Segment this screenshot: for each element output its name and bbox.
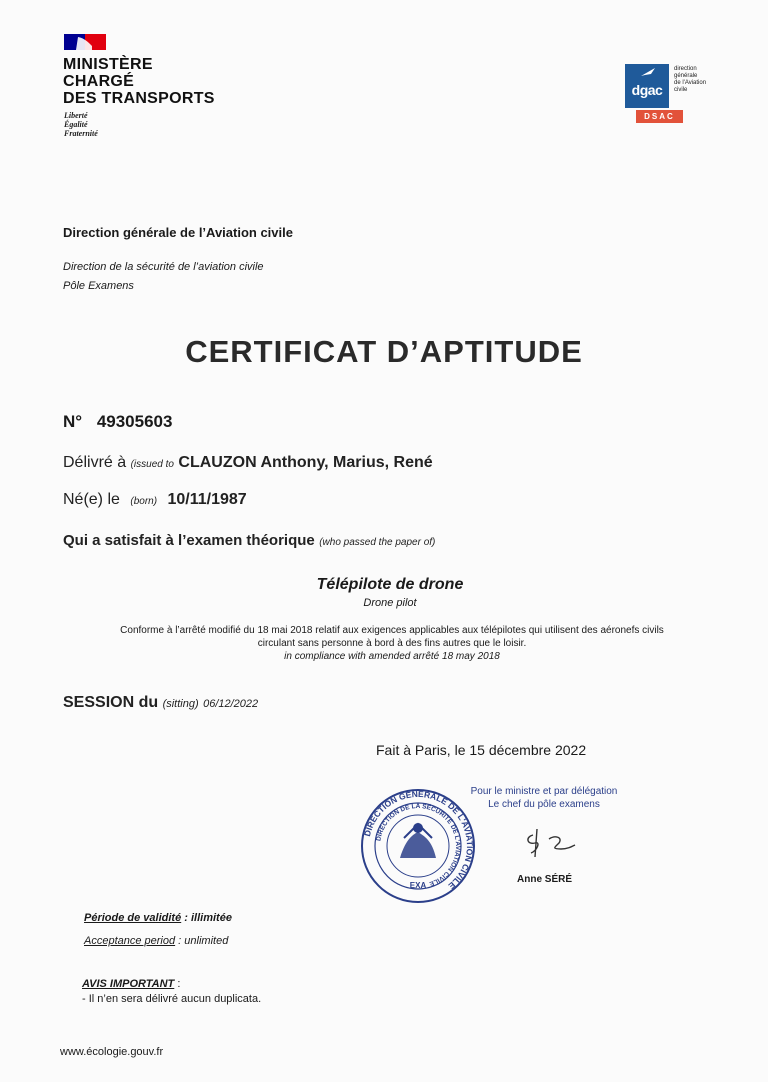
session-label: SESSION du xyxy=(63,694,159,711)
place-and-date: Fait à Paris, le 15 décembre 2022 xyxy=(376,742,587,758)
delegation-text xyxy=(458,785,630,811)
ministry-line: MINISTÈRE xyxy=(63,56,153,73)
plane-icon xyxy=(639,66,657,80)
ministry-line: DES TRANSPORTS xyxy=(63,90,215,107)
passed-label-en: (who passed the paper of) xyxy=(319,537,436,548)
important-notice: AVIS IMPORTANT : - Il n’en sera délivré aucun duplicata. xyxy=(82,978,262,1005)
validity-value: illimitée xyxy=(190,912,232,924)
marianne-flag-logo xyxy=(64,34,106,50)
direction-subtitle xyxy=(63,258,264,296)
footer-website: www.écologie.gouv.fr xyxy=(60,1046,164,1058)
exam-title-en: Drone pilot xyxy=(363,597,417,609)
delivered-to xyxy=(63,454,433,472)
passed-label: Qui a satisfait à l’examen théorique xyxy=(63,532,315,549)
stamp-code: EXA xyxy=(409,881,427,890)
certificate-title: CERTIFICAT D’APTITUDE xyxy=(185,334,583,369)
ministry-name xyxy=(63,56,215,107)
motto-line: Fraternité xyxy=(64,129,98,138)
signatory-name: Anne SÉRÉ xyxy=(517,874,573,885)
regulation-line: Conforme à l’arrêté modifié du 18 mai 2018 relatif aux exigences applicables aux télépilotes qui utilisent des aéronefs civils xyxy=(120,625,664,636)
number-value: 49305603 xyxy=(96,412,173,431)
notice-text: - Il n’en sera délivré aucun duplicata. xyxy=(82,993,262,1005)
delegation-line: Le chef du pôle examens xyxy=(488,799,600,810)
exam-title: Télépilote de drone xyxy=(316,576,464,593)
exam-passed-line xyxy=(63,532,435,550)
born-label: Né(e) le xyxy=(63,491,120,508)
number-label: N° xyxy=(63,412,83,431)
session-date: 06/12/2022 xyxy=(203,698,259,710)
handwritten-signature xyxy=(515,823,585,863)
dgac-side-line: civile xyxy=(674,87,688,93)
stamp-emblem xyxy=(400,823,436,858)
delivered-label: Délivré à xyxy=(63,454,127,471)
validity-fr: Période de validité : illimitée xyxy=(84,912,232,924)
motto-line: Égalité xyxy=(64,120,88,129)
birth-date: 10/11/1987 xyxy=(167,491,247,508)
regulation-line-en: in compliance with amended arrêté 18 may 2018 xyxy=(284,651,500,662)
ministry-line: CHARGÉ xyxy=(63,73,135,90)
regulation-line: circulant sans personne à bord à des fins autres que le loisir. xyxy=(257,638,527,649)
delegation-line: Pour le ministre et par délégation xyxy=(470,786,618,797)
validity-period xyxy=(84,907,232,953)
dsac-badge: DSAC xyxy=(636,110,683,123)
dgac-side-line: direction xyxy=(674,66,697,72)
regulation-reference xyxy=(0,624,768,663)
birth-date-line xyxy=(63,491,247,509)
validity-en: Acceptance period : unlimited xyxy=(84,935,229,947)
acceptance-value: unlimited xyxy=(184,935,229,947)
session-label-en: (sitting) xyxy=(162,698,199,710)
direction-title: Direction générale de l’Aviation civile xyxy=(63,225,293,240)
republic-motto xyxy=(64,111,98,138)
validity-label: Période de validité xyxy=(84,912,182,924)
dgac-side-line: générale xyxy=(674,73,698,79)
stamp-inner-text: DIRECTION DE LA SÉCURITÉ DE L'AVIATION CIVILE xyxy=(375,802,462,888)
direction-sub-line: Pôle Examens xyxy=(63,280,134,292)
acceptance-label: Acceptance period xyxy=(84,935,176,947)
motto-line: Liberté xyxy=(64,111,88,120)
notice-label: AVIS IMPORTANT xyxy=(82,978,175,990)
born-label-en: (born) xyxy=(130,496,158,507)
direction-sub-line: Direction de la sécurité de l’aviation civile xyxy=(63,261,264,273)
dgac-side-text xyxy=(674,66,706,94)
session-line xyxy=(63,694,258,712)
dgac-side-line: de l'Aviation xyxy=(674,80,707,86)
dgac-logo-text: dgac xyxy=(631,82,663,98)
dgac-logo xyxy=(625,64,669,108)
certificate-number xyxy=(63,412,172,432)
holder-name: CLAUZON Anthony, Marius, René xyxy=(178,454,433,471)
stamp-outer-text: DIRECTION GÉNÉRALE DE L'AVIATION CIVILE xyxy=(362,788,476,892)
delivered-label-en: (issued to xyxy=(130,459,174,470)
